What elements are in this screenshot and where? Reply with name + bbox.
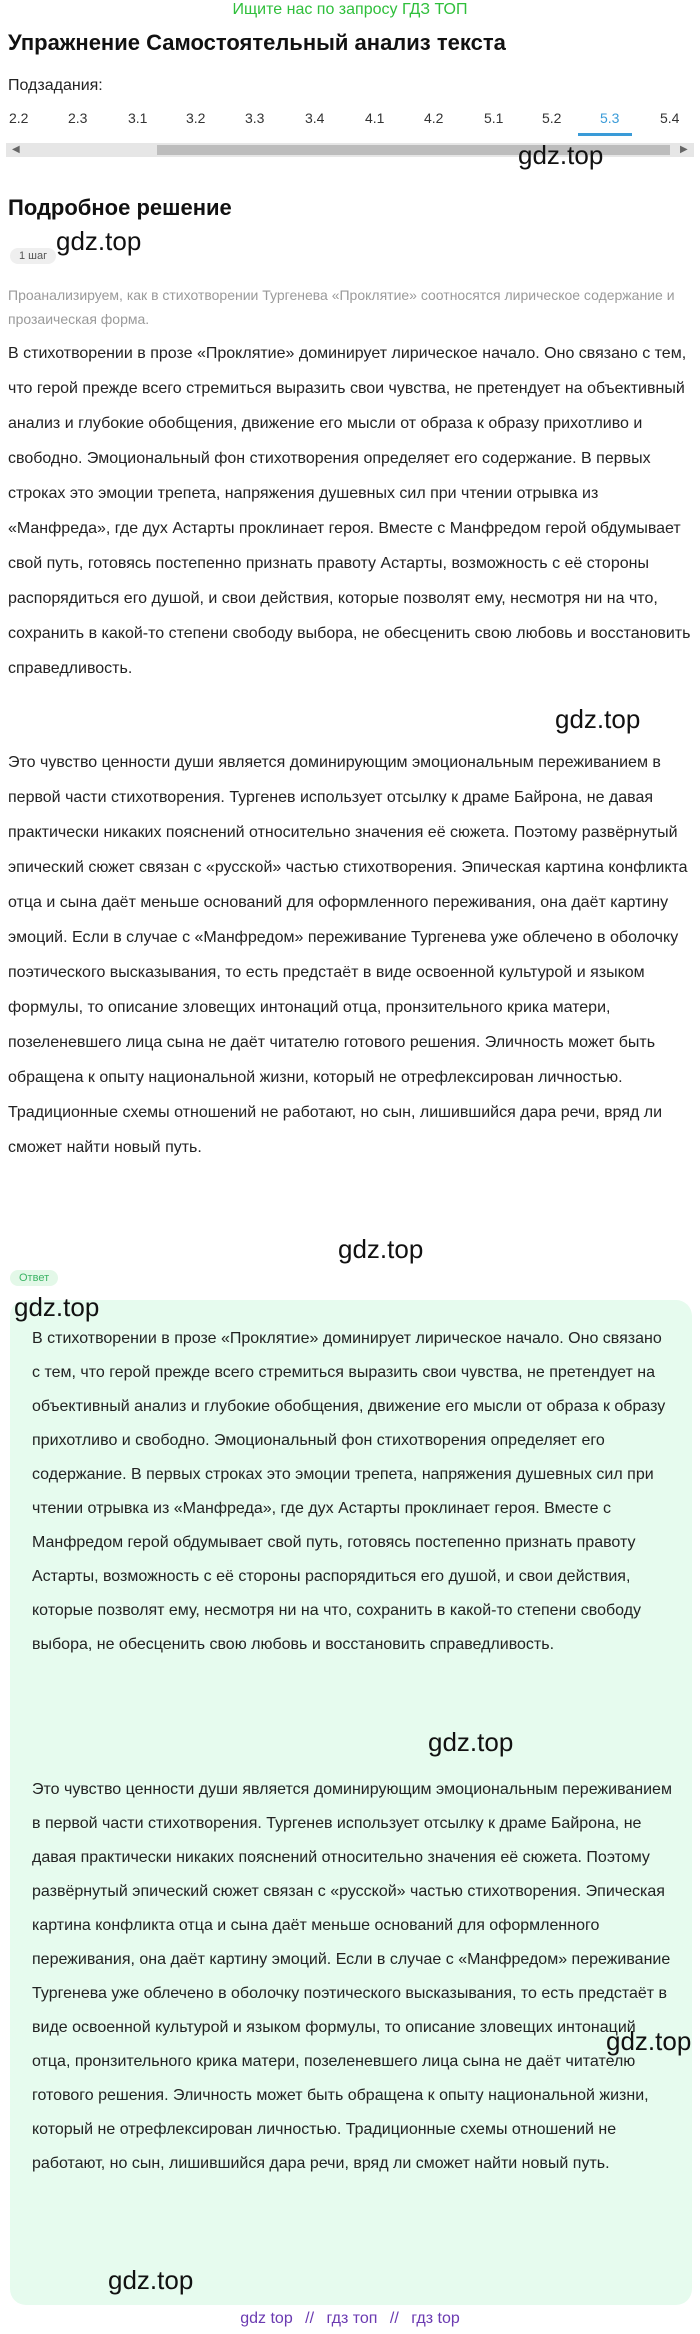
search-banner: Ищите нас по запросу ГДЗ ТОП	[232, 1, 468, 18]
scroll-right-arrow-icon[interactable]: ▶	[680, 144, 688, 155]
footer-links	[0, 2310, 700, 2328]
tab-4-2[interactable]: 4.2	[424, 110, 444, 126]
solution-paragraph-2: Это чувство ценности души является доминирующим эмоциональным переживанием в первой части стихотворения. Тургенев использует отсылку к драме Байрона, не давая практически никаких пояснений относительно значения её сюжета. Поэтому развёрнутый эпический сюжет связан с «русской» частью стихотворения. Эпическая картина конфликта отца и сына даёт меньше оснований для оформленного переживания, она даёт картину эмоций. Если в случае с «Манфредом» переживание Тургенева уже облечено в оболочку поэтического высказывания, то есть предстаёт в виде освоенной культурой и языком формулы, то описание зловещих интонаций отца, пронзительного крика матери, позеленевшего лица сына не даёт читателю готового решения. Эличность может быть обращена к опыту национальной жизни, который не отрефлексирован личностью. Традиционные схемы отношений не работают, но сын, лишившийся дара речи, вряд ли сможет найти новый путь.	[8, 754, 688, 1156]
watermark: gdz.top	[338, 1234, 424, 1264]
footer-separator: //	[305, 2310, 315, 2327]
tab-2-2[interactable]: 2.2	[9, 110, 29, 126]
tab-3-4[interactable]: 3.4	[305, 110, 325, 126]
tab-5-3[interactable]: 5.3	[600, 110, 620, 126]
page-title: Упражнение Самостоятельный анализ текста	[8, 30, 506, 55]
footer-link-gdz-top-ru[interactable]: гдз топ	[326, 2310, 378, 2327]
footer-link-gdz-top-mixed[interactable]: гдз top	[411, 2310, 460, 2327]
step-hint: Проанализируем, как в стихотворении Тургенева «Проклятие» соотносятся лирическое содержание и прозаическая форма.	[8, 287, 675, 327]
tab-4-1[interactable]: 4.1	[365, 110, 385, 126]
step-badge: 1 шаг	[10, 248, 56, 264]
active-tab-indicator	[578, 133, 632, 136]
watermark: gdz.top	[14, 1292, 100, 1322]
section-title: Подробное решение	[8, 195, 232, 220]
tab-2-3[interactable]: 2.3	[68, 110, 88, 126]
solution-paragraph-1: В стихотворении в прозе «Проклятие» доминирует лирическое начало. Оно связано с тем, что герой прежде всего стремиться выразить свои чувства, не претендует на объективный анализ и глубокие обобщения, движение его мысли от образа к образу прихотливо и свободно. Эмоциональный фон стихотворения определяет его содержание. В первых строках это эмоции трепета, напряжения душевных сил при чтении отрывка из «Манфреда», где дух Астарты проклинает героя. Вместе с Манфредом герой обдумывает свой путь, готовясь постепенно признать правоту Астарты, возможность с её стороны распорядиться его душой, и свои действия, которые позволят ему, несмотря ни на что, сохранить в какой-то степени свободу выбора, не обесценить свою любовь и восстановить справедливость.	[8, 345, 691, 677]
subtask-tabs	[0, 104, 700, 134]
watermark: gdz.top	[606, 2026, 692, 2056]
watermark: gdz.top	[518, 140, 604, 170]
tab-3-2[interactable]: 3.2	[186, 110, 206, 126]
tab-3-1[interactable]: 3.1	[128, 110, 148, 126]
tab-3-3[interactable]: 3.3	[245, 110, 265, 126]
watermark: gdz.top	[56, 226, 142, 256]
answer-paragraph-2: Это чувство ценности души является доминирующим эмоциональным переживанием в первой части стихотворения. Тургенев использует отсылку к драме Байрона, не давая практически никаких пояснений относительно значения её сюжета. Поэтому развёрнутый эпический сюжет связан с «русской» частью стихотворения. Эпическая картина конфликта отца и сына даёт меньше оснований для оформленного переживания, она даёт картину эмоций. Если в случае с «Манфредом» переживание Тургенева уже облечено в оболочку поэтического высказывания, то есть предстаёт в виде освоенной культурой и языком формулы, то описание зловещих интонаций отца, пронзительного крика матери, позеленевшего лица сына не даёт читателю готового решения. Эличность может быть обращена к опыту национальной жизни, который не отрефлексирован личностью. Традиционные схемы отношений не работают, но сын, лишившийся дара речи, вряд ли сможет найти новый путь.	[32, 1781, 672, 2172]
tab-5-2[interactable]: 5.2	[542, 110, 562, 126]
watermark: gdz.top	[108, 2265, 194, 2295]
footer-link-gdz-top[interactable]: gdz top	[240, 2310, 293, 2327]
answer-paragraph-1: В стихотворении в прозе «Проклятие» доминирует лирическое начало. Оно связано с тем, что герой прежде всего стремиться выразить свои чувства, не претендует на объективный анализ и глубокие обобщения, движение его мысли от образа к образу прихотливо и свободно. Эмоциональный фон стихотворения определяет его содержание. В первых строках это эмоции трепета, напряжения душевных сил при чтении отрывка из «Манфреда», где дух Астарты проклинает героя. Вместе с Манфредом герой обдумывает свой путь, готовясь постепенно признать правоту Астарты, возможность с её стороны распорядиться его душой, и свои действия, которые позволят ему, несмотря ни на что, сохранить в какой-то степени свободу выбора, не обесценить свою любовь и восстановить справедливость.	[32, 1330, 666, 1653]
answer-badge: Ответ	[10, 1270, 58, 1286]
scroll-left-arrow-icon[interactable]: ◀	[12, 144, 20, 155]
footer-separator: //	[389, 2310, 399, 2327]
watermark: gdz.top	[428, 1727, 514, 1757]
subtasks-label: Подзадания:	[8, 77, 103, 94]
tab-5-1[interactable]: 5.1	[484, 110, 504, 126]
tab-5-4[interactable]: 5.4	[660, 110, 680, 126]
watermark: gdz.top	[555, 704, 641, 734]
